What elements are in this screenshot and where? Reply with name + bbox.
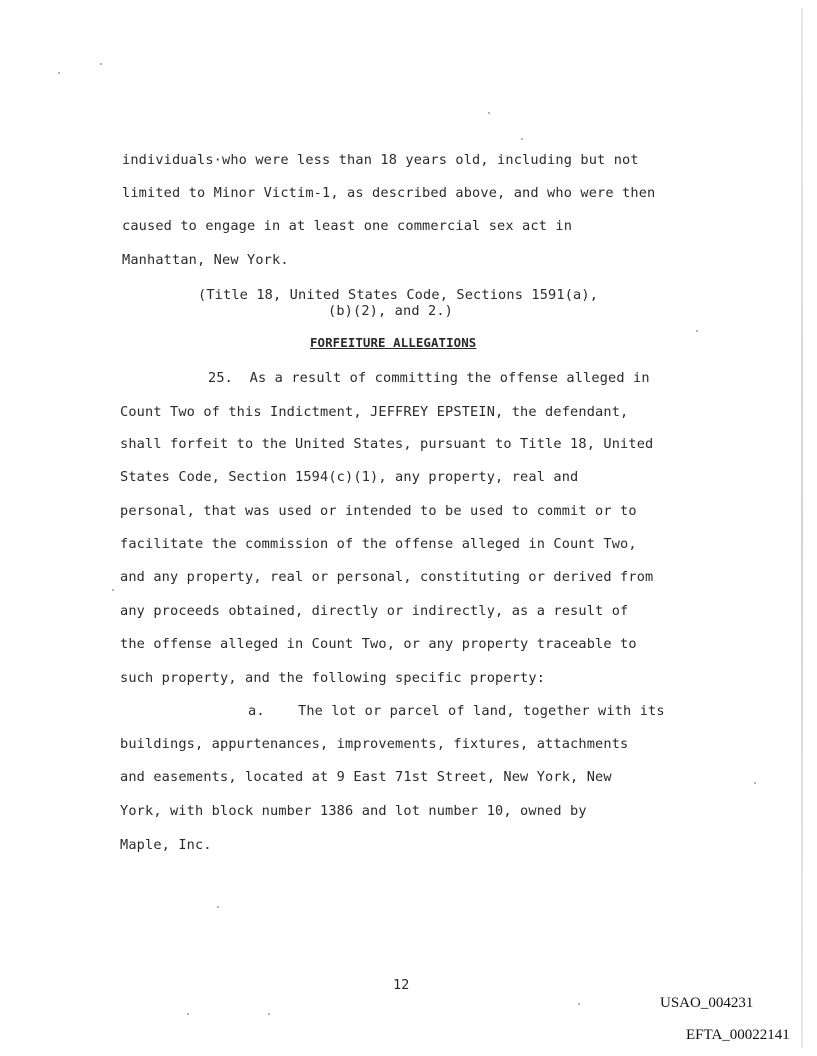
paragraph-25-line: any proceeds obtained, directly or indirectly, as a result of: [120, 603, 629, 619]
subparagraph-a-line: buildings, appurtenances, improvements, fixtures, attachments: [120, 736, 629, 752]
paragraph-25-line: 25. As a result of committing the offense alleged in: [208, 370, 650, 386]
subparagraph-a-line: a. The lot or parcel of land, together with its: [248, 703, 665, 719]
paragraph-25-line: such property, and the following specific property:: [120, 670, 546, 686]
scan-speck: [268, 1013, 270, 1015]
body-line: caused to engage in at least one commercial sex act in: [122, 218, 573, 234]
scan-speck: [187, 1013, 189, 1015]
scan-speck: [112, 589, 114, 591]
paragraph-25-line: personal, that was used or intended to be used to commit or to: [120, 503, 637, 519]
scan-speck: [578, 1003, 580, 1005]
subparagraph-a-line: Maple, Inc.: [120, 837, 212, 853]
scan-speck: [100, 63, 102, 65]
paragraph-25-line: States Code, Section 1594(c)(1), any property, real and: [120, 469, 579, 485]
statute-citation-line-1: (Title 18, United States Code, Sections 1591(a),: [198, 287, 599, 303]
scan-speck: [696, 330, 698, 332]
subparagraph-a-line: and easements, located at 9 East 71st Street, New York, New: [120, 769, 612, 785]
subparagraph-a-line: York, with block number 1386 and lot number 10, owned by: [120, 803, 587, 819]
scan-speck: [217, 906, 219, 908]
bates-number-efta: EFTA_00022141: [686, 1027, 790, 1043]
scan-speck: [521, 138, 523, 140]
section-heading: FORFEITURE ALLEGATIONS: [310, 335, 477, 350]
body-line: limited to Minor Victim-1, as described above, and who were then: [122, 185, 656, 201]
paragraph-25-line: shall forfeit to the United States, pursuant to Title 18, United: [120, 436, 654, 452]
statute-citation-line-2: (b)(2), and 2.): [328, 303, 454, 319]
body-line: Manhattan, New York.: [122, 252, 289, 268]
paragraph-25-line: and any property, real or personal, constituting or derived from: [120, 569, 654, 585]
scan-speck: [58, 72, 60, 74]
body-line: individuals·who were less than 18 years old, including but not: [122, 152, 639, 168]
scan-speck: [488, 112, 490, 114]
scan-speck: [754, 782, 756, 784]
paragraph-25-line: Count Two of this Indictment, JEFFREY EPSTEIN, the defendant,: [120, 404, 629, 420]
bates-number-usao: USAO_004231: [660, 995, 754, 1011]
page-edge-shadow: [801, 8, 803, 1048]
paragraph-25-line: facilitate the commission of the offense alleged in Count Two,: [120, 536, 637, 552]
page-number: 12: [393, 977, 410, 993]
paragraph-25-line: the offense alleged in Count Two, or any property traceable to: [120, 636, 637, 652]
